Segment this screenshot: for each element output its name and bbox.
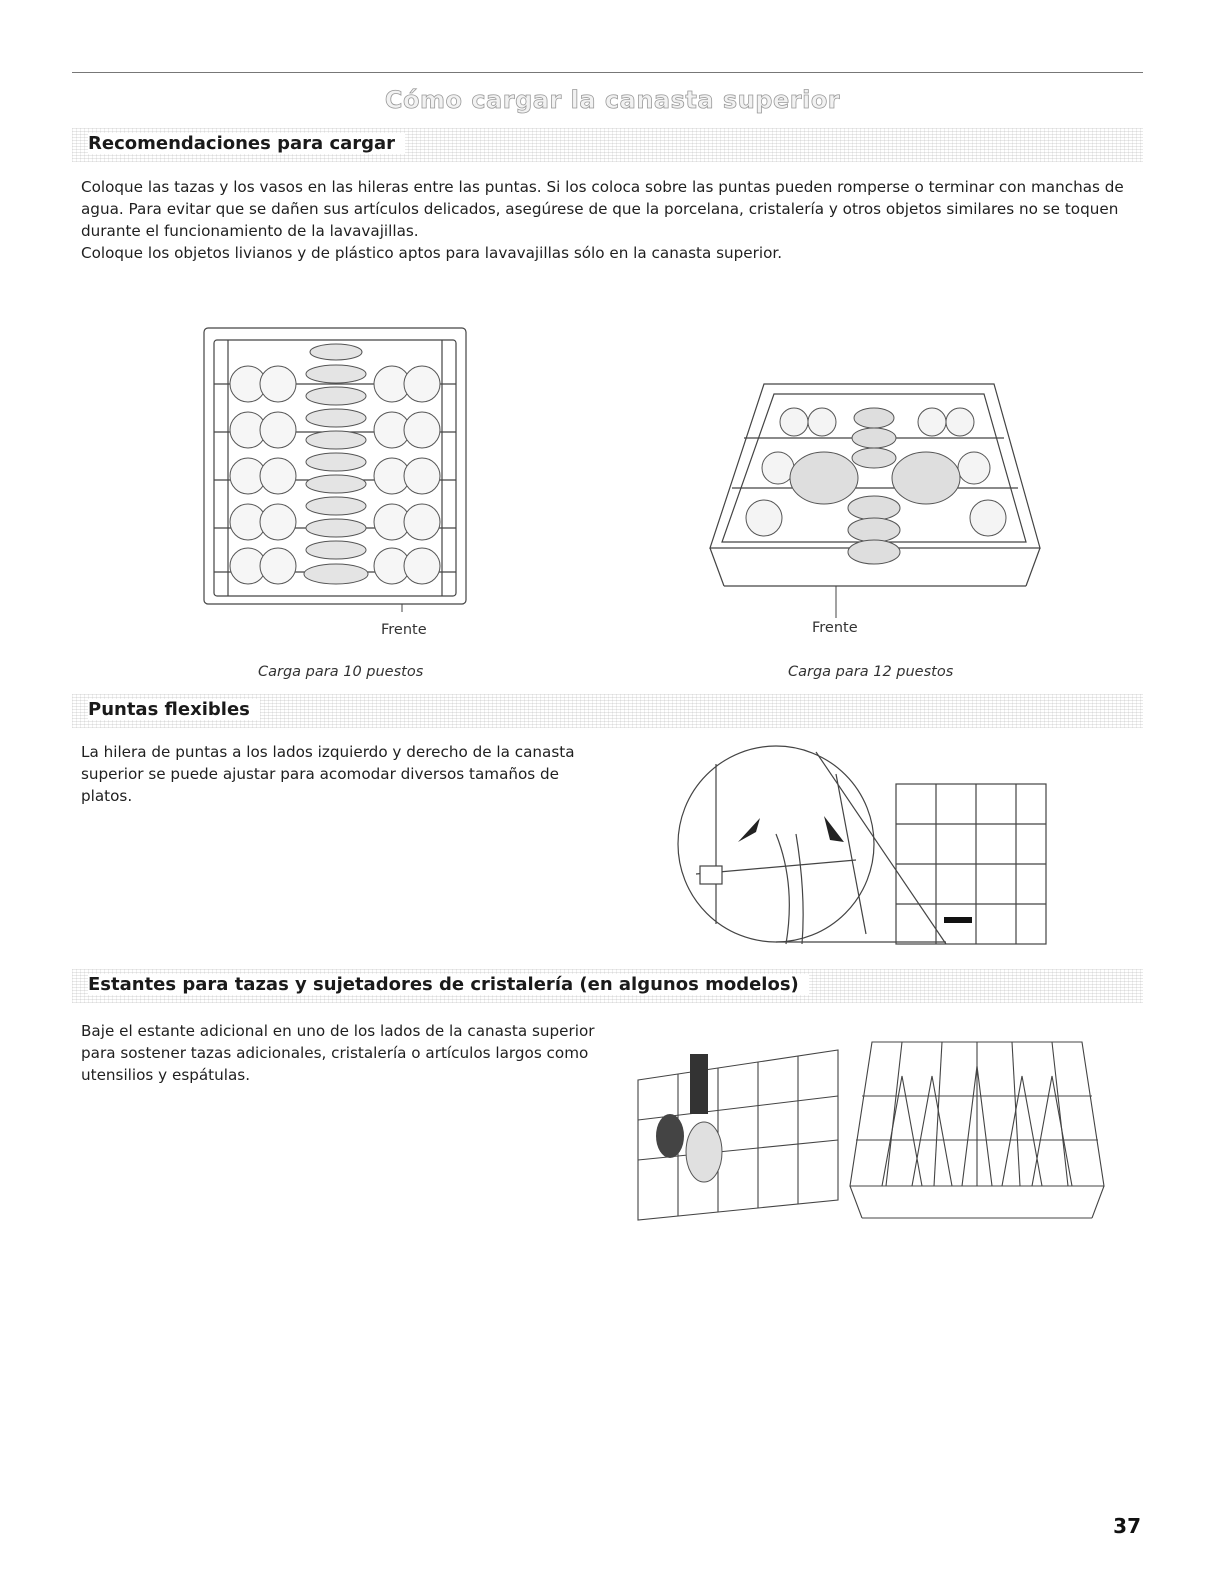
twelve-place-rack-illustration: [704, 378, 1044, 618]
page-title: Cómo cargar la canasta superior: [384, 86, 841, 114]
flexible-tines-paragraph: La hilera de puntas a los lados izquierdo y derecho de la canasta superior se puede ajustar para acomodar diversos tamaños de platos.: [81, 743, 575, 805]
section-heading-label: Estantes para tazas y sujetadores de cristalería (en algunos modelos): [88, 974, 809, 995]
cup-shelf-rack-illustration: [618, 1040, 844, 1226]
caption-ten-place: Carga para 10 puestos: [258, 664, 424, 680]
section-heading-label: Puntas flexibles: [88, 699, 260, 720]
section-heading-label: Recomendaciones para cargar: [88, 133, 405, 154]
section-heading-flexible-tines: [72, 694, 1143, 728]
caption-twelve-place: Carga para 12 puestos: [788, 664, 954, 680]
page-number: 37: [1113, 1514, 1141, 1538]
cup-shelf-lowered-illustration: [842, 1036, 1112, 1224]
section-heading-loading-tips: [72, 128, 1143, 162]
top-rule: [72, 72, 1143, 73]
ten-place-rack-illustration: [200, 322, 472, 612]
front-label-right: Frente: [812, 620, 858, 636]
loading-tips-text: [81, 176, 1141, 264]
loading-tips-paragraph-2: Coloque los objetos livianos y de plástico aptos para lavavajillas sólo en la canasta superior.: [81, 244, 783, 262]
loading-tips-paragraph-1: Coloque las tazas y los vasos en las hileras entre las puntas. Si los coloca sobre las puntas pueden romperse o terminar con manchas de agua. Para evitar que se dañen sus artículos delicados, asegúrese de que la porcelana, cristalería y otros objetos similares no se toquen durante el funcionamiento de la lavavajillas.: [81, 178, 1124, 240]
section-heading-cup-shelves: [72, 969, 1143, 1003]
cup-shelves-paragraph: Baje el estante adicional en uno de los lados de la canasta superior para sostener tazas adicionales, cristalería o artículos largos como utensilios y espátulas.: [81, 1022, 595, 1084]
front-label-left: Frente: [381, 622, 427, 638]
flexible-tines-illustration: [676, 744, 1056, 956]
